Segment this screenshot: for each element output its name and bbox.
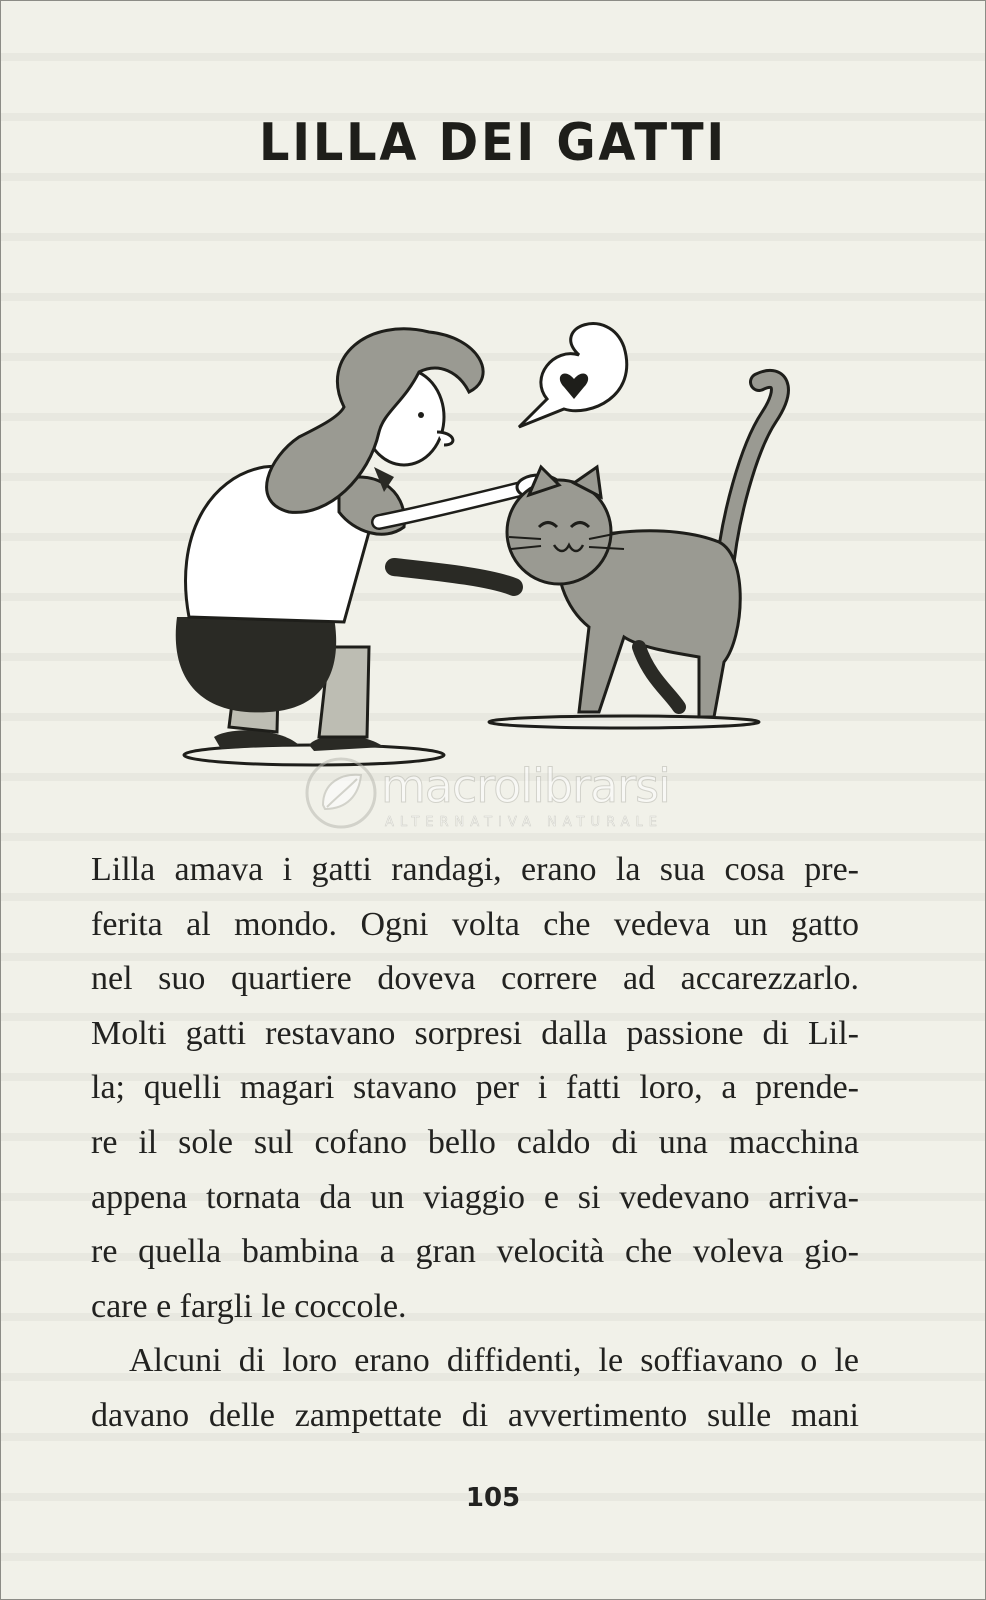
body-line: nel suo quartiere doveva correre ad accarezzarlo. <box>91 960 859 998</box>
body-line: davano delle zampettate di avvertimento sulle mani <box>91 1396 859 1434</box>
watermark-tagline: ALTERNATIVA NATURALE <box>385 815 663 830</box>
girl-figure <box>176 329 561 751</box>
girl-petting-cat-illustration <box>169 317 809 787</box>
watermark-name: macrolibrarsi <box>381 759 670 813</box>
page-number: 105 <box>465 1483 521 1513</box>
body-line: ferita al mondo. Ogni volta che vedeva un gatto <box>91 905 859 943</box>
cat-figure <box>507 379 780 717</box>
watermark <box>301 753 691 843</box>
speech-bubble <box>519 324 627 427</box>
body-line: Molti gatti restavano sorpresi dalla passione di Lil- <box>91 1014 859 1052</box>
body-line: la; quelli magari stavano per i fatti loro, a prende- <box>91 1069 859 1107</box>
body-line: Alcuni di loro erano diffidenti, le soffiavano o le <box>129 1342 859 1380</box>
body-text <box>91 843 859 1444</box>
body-line: re il sole sul cofano bello caldo di una macchina <box>91 1123 859 1161</box>
chapter-title: LILLA DEI GATTI <box>259 113 727 173</box>
body-line: appena tornata da un viaggio e si vedevano arriva- <box>91 1178 859 1216</box>
body-line: re quella bambina a gran velocità che voleva gio- <box>91 1233 859 1271</box>
body-line: Lilla amava i gatti randagi, erano la sua cosa pre- <box>91 851 859 888</box>
cat-shadow <box>489 716 759 728</box>
leaf-logo-icon <box>301 753 381 833</box>
body-line: care e fargli le coccole. <box>91 1287 407 1325</box>
